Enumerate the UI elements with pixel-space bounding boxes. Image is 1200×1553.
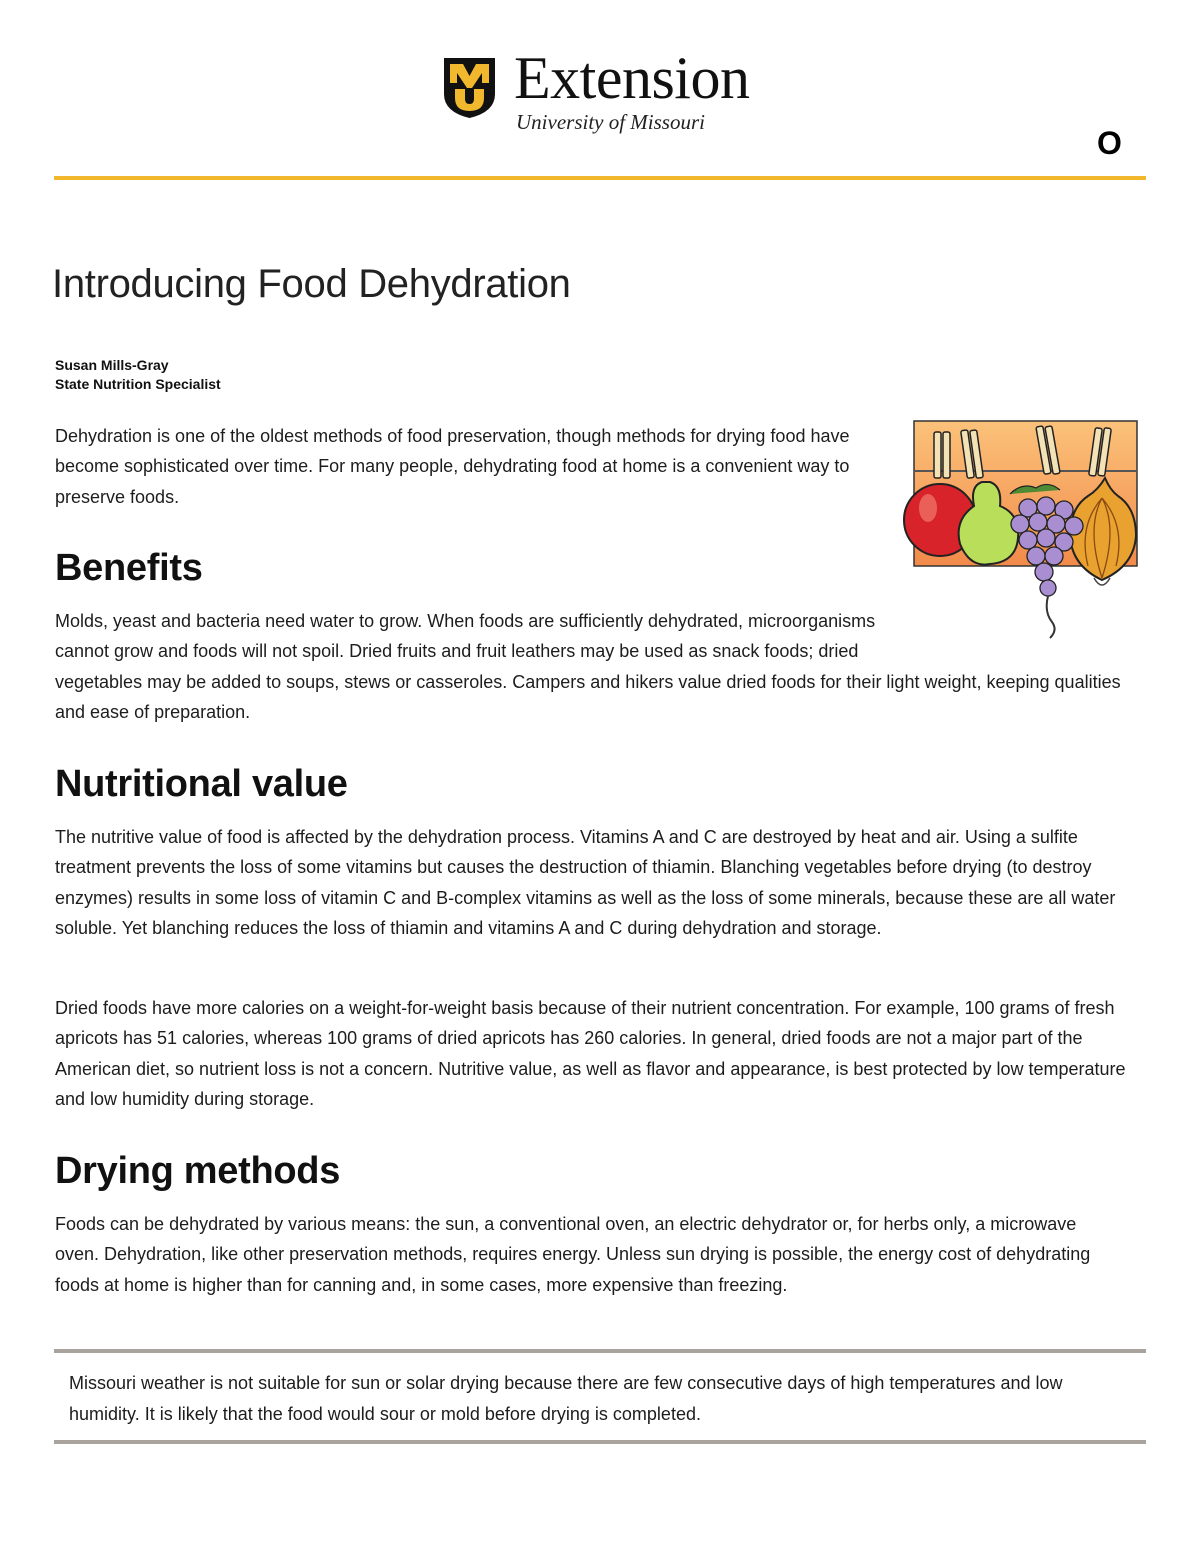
callout-bottom-rule (54, 1440, 1146, 1444)
callout-text: Missouri weather is not suitable for sun or solar drying because there are few consecutive days of high temperatures and low humidity. It is likely that the food would sour or mold before drying is completed. (69, 1373, 1063, 1424)
nutritional-paragraph-1: The nutritive value of food is affected by the dehydration process. Vitamins A and C are destroyed by heat and air. Using a sulfite treatment prevents the loss of some vitamins but causes the destruction of thiamin. Blanching vegetables before drying (to destroy enzymes) results in some loss of vitamin C and B-complex vitamins as well as the loss of some minerals, because these are all water soluble. Yet blanching reduces the loss of thiamin and vitamins A and C during dehydration and storage. (55, 827, 1116, 938)
drying-methods-paragraph: Foods can be dehydrated by various means: the sun, a conventional oven, an electric dehydrator or, for herbs only, a microwave oven. Dehydration, like other preservation methods, requires energy. Unless sun drying is possible, the energy cost of dehydrating foods at home is higher than for canning and, in some cases, more expensive than freezing. (55, 1214, 1091, 1295)
logo-subtitle: University of Missouri (516, 110, 705, 134)
author-role: State Nutrition Specialist (55, 376, 221, 392)
nutritional-paragraph-2: Dried foods have more calories on a weight-for-weight basis because of their nutrient concentration. For example, 100 grams of fresh apricots has 51 calories, whereas 100 grams of dried apricots has 260 calories. In general, dried foods are not a major part of the American diet, so nutrient loss is not a concern. Nutritive value, as well as flavor and appearance, is best protected by low temperature and low humidity during storage. (55, 998, 1126, 1109)
intro-paragraph: Dehydration is one of the oldest methods of food preservation, though methods for drying food have become sophisticated over time. For many people, dehydrating food at home is a convenient way to preserve foods. (55, 426, 850, 507)
header-divider (54, 176, 1146, 180)
callout-top-rule (54, 1349, 1146, 1353)
section-heading-drying-methods: Drying methods (55, 1150, 341, 1192)
benefits-text: Molds, yeast and bacteria need water to grow. When foods are sufficiently dehydrated, microorganisms cannot grow and foods will not spoil. Dried fruits and fruit leathers may be used as snack foods; dried vegetables may be added to soups, stews or casseroles. Campers and hikers value dried foods for their light weight, keeping qualities and ease of preparation. (55, 611, 1121, 722)
extension-logo[interactable] (442, 45, 782, 142)
page-title: Introducing Food Dehydration (52, 262, 571, 306)
mizzou-shield-icon (442, 56, 497, 120)
author-name: Susan Mills-Gray (55, 357, 169, 373)
section-heading-benefits: Benefits (55, 547, 203, 589)
benefits-paragraph (55, 606, 1145, 727)
author-block (55, 356, 221, 394)
logo-wordmark: Extension (514, 45, 750, 111)
section-heading-nutritional-value: Nutritional value (55, 763, 348, 805)
float-spacer (890, 606, 1145, 662)
page-marker: O (1097, 125, 1122, 161)
